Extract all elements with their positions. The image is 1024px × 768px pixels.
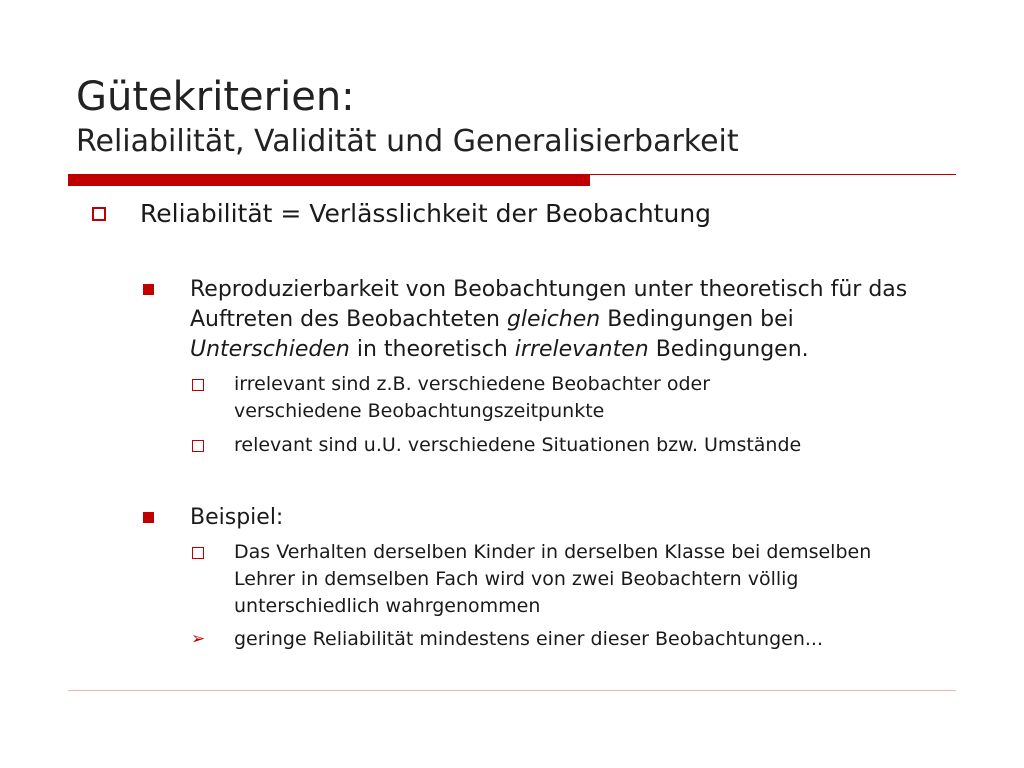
hollow-square-bullet-icon — [192, 440, 204, 452]
hollow-square-bullet-icon — [92, 207, 106, 221]
arrow-right-icon: ➢ — [191, 629, 206, 649]
bullet-text: Reliabilität = Verlässlichkeit der Beobachtung — [140, 199, 712, 228]
text-run: Reproduzierbarkeit von Beobachtungen unter theoretisch für das Auftreten des Beobachteten — [190, 277, 908, 332]
title-divider-thin — [590, 174, 956, 175]
hollow-square-bullet-icon — [192, 379, 204, 391]
text-run: Bedingungen bei — [600, 307, 794, 332]
slide-subtitle: Reliabilität, Validität und Generalisierbarkeit — [76, 124, 739, 159]
filled-square-bullet-icon — [143, 284, 154, 295]
bullet-text: irrelevant sind z.B. verschiedene Beobachter oder verschiedene Beobachtungszeitpunkte — [234, 373, 711, 422]
emphasis-gleichen: gleichen — [506, 307, 601, 332]
emphasis-irrelevanten: irrelevanten — [514, 337, 649, 362]
footer-divider — [68, 690, 956, 691]
bullet-text: Beispiel: — [190, 505, 284, 530]
bullet-text — [190, 275, 960, 365]
title-divider-thick — [68, 174, 590, 186]
bullet-text: relevant sind u.U. verschiedene Situationen bzw. Umstände — [234, 434, 802, 456]
title-divider — [68, 174, 956, 188]
bullet-text: Das Verhalten derselben Kinder in derselben Klasse bei demselben Lehrer in demselben Fach wird von zwei Beobachtern völlig unterschiedlich wahrgenommen — [234, 541, 872, 617]
slide-title: Gütekriterien: — [76, 74, 355, 120]
bullet-text: geringe Reliabilität mindestens einer dieser Beobachtungen... — [234, 628, 823, 650]
emphasis-unterschieden: Unterschieden — [190, 337, 350, 362]
slide-title-block — [76, 74, 976, 160]
text-run: Bedingungen. — [648, 337, 809, 362]
hollow-square-bullet-icon — [192, 547, 204, 559]
text-run: in theoretisch — [349, 337, 515, 362]
filled-square-bullet-icon — [143, 512, 154, 523]
